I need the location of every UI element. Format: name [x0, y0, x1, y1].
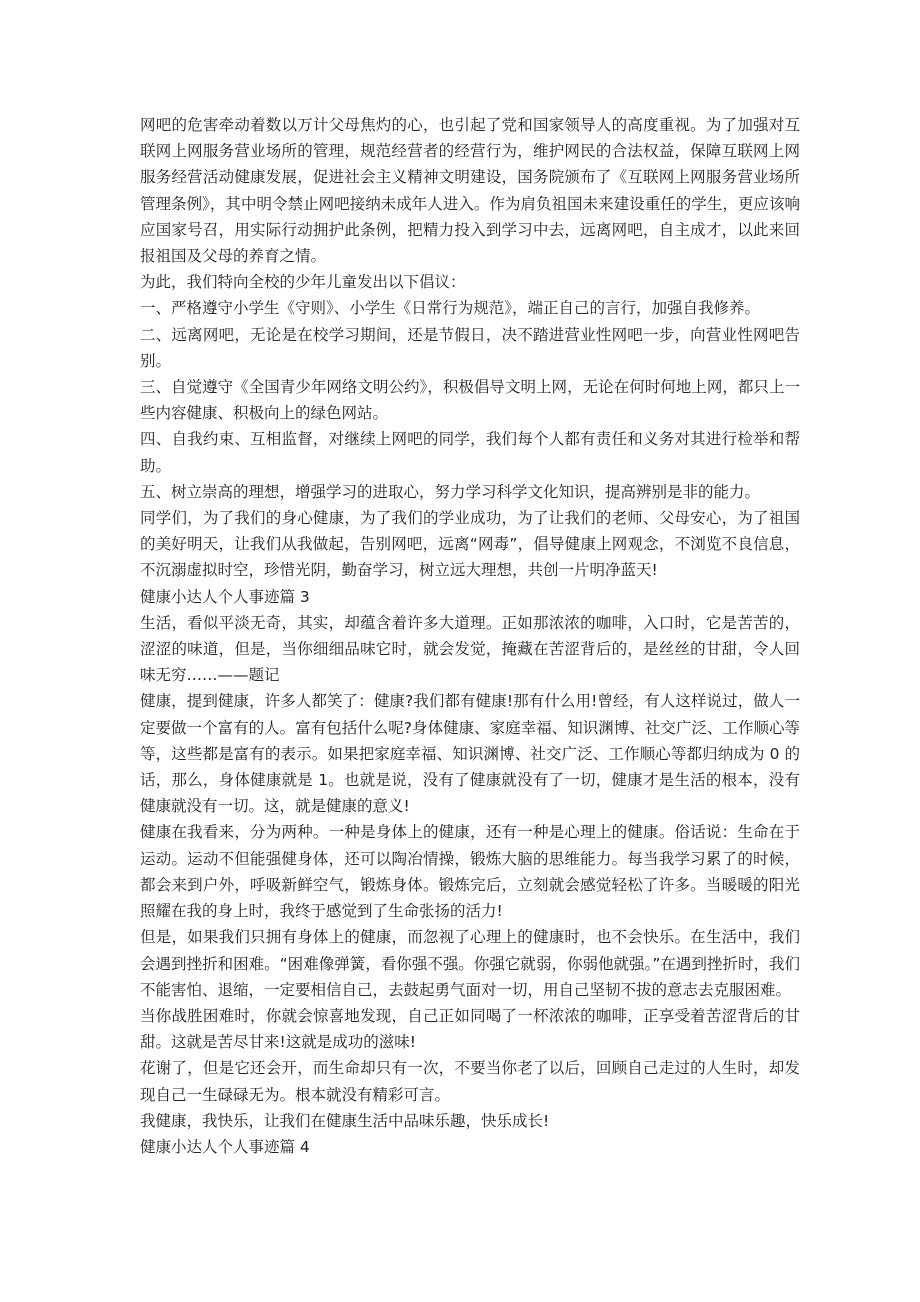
proposal-item-4: 四、自我约束、互相监督，对继续上网吧的同学，我们每个人都有责任和义务对其进行检举和帮助。 — [140, 430, 800, 475]
proposal-item-5: 五、树立崇高的理想，增强学习的进取心，努力学习科学文化知识，提高辨别是非的能力。 — [140, 482, 761, 501]
document-body — [140, 112, 800, 1160]
paragraph-proposal-intro: 为此，我们特向全校的少年儿童发出以下倡议： — [140, 273, 466, 292]
paragraph-call-to-action: 同学们，为了我们的身心健康，为了我们的学业成功，为了让我们的老师、父母安心，为了祖国的美好明天，让我们从我做起，告别网吧，远离“网毒”，倡导健康上网观念，不浏览不良信息，不沉溺虚拟时空，珍惜光阴，勤奋学习，树立远大理想，共创一片明净蓝天! — [140, 509, 800, 580]
proposal-item-3: 三、自觉遵守《全国青少年网络文明公约》，积极倡导文明上网，无论在何时何地上网，都只上一些内容健康、积极向上的绿色网站。 — [140, 378, 800, 423]
paragraph-life-once: 花谢了，但是它还会开，而生命却只有一次，不要当你老了以后，回顾自己走过的人生时，却发现自己一生碌碌无为。根本就没有精彩可言。 — [140, 1059, 800, 1104]
paragraph-internet-cafe-harm: 网吧的危害牵动着数以万计父母焦灼的心，也引起了党和国家领导人的高度重视。为了加强对互联网上网服务营业场所的管理，规范经营者的经营行为，维护网民的合法权益，保障互联网上网服务经营活动健康发展，促进社会主义精神文明建设，国务院颁布了《互联网上网服务营业场所管理条例》，其中明令禁止网吧接纳未成年人进入。作为肩负祖国未来建设重任的学生，更应该响应国家号召，用实际行动拥护此条例，把精力投入到学习中去，远离网吧，自主成才，以此来回报祖国及父母的养育之情。 — [140, 116, 800, 266]
paragraph-closing: 我健康，我快乐，让我们在健康生活中品味乐趣，快乐成长! — [140, 1111, 550, 1130]
paragraph-health-meaning: 健康，提到健康，许多人都笑了：健康?我们都有健康!那有什么用!曾经，有人这样说过，做人一定要做一个富有的人。富有包括什么呢?身体健康、家庭幸福、知识渊博、社交广泛、工作顺心等等，这些都是富有的表示。如果把家庭幸福、知识渊博、社交广泛、工作顺心等都归纳成为 0 的话，那么，身体健康就是 1。也就是说，没有了健康就没有了一切，健康才是生活的根本，没有健康就没有一切。这，就是健康的意义! — [140, 692, 800, 816]
epigraph: 生活，看似平淡无奇，其实，却蕴含着许多大道理。正如那浓浓的咖啡，入口时，它是苦苦的，涩涩的味道，但是，当你细细品味它时，就会发觉，掩藏在苦涩背后的，是丝丝的甘甜，令人回味无穷……——题记 — [140, 613, 800, 685]
paragraph-mental-health: 但是，如果我们只拥有身体上的健康，而忽视了心理上的健康时，也不会快乐。在生活中，我们会遇到挫折和困难。“困难像弹簧，看你强不强。你强它就弱，你弱他就强。”在遇到挫折时，我们不能害怕、退缩，一定要相信自己，去鼓起勇气面对一切，用自己坚韧不拔的意志去克服困难。 — [140, 928, 800, 999]
proposal-item-2: 二、远离网吧，无论是在校学习期间，还是节假日，决不踏进营业性网吧一步，向营业性网吧告别。 — [140, 325, 800, 370]
section-heading-3: 健康小达人个人事迹篇 3 — [140, 587, 310, 606]
section-heading-4: 健康小达人个人事迹篇 4 — [140, 1137, 310, 1156]
paragraph-two-kinds-of-health: 健康在我看来，分为两种。一种是身体上的健康，还有一种是心理上的健康。俗话说：生命在于运动。运动不但能强健身体，还可以陶冶情操，锻炼大脑的思维能力。每当我学习累了的时候，都会来到户外，呼吸新鲜空气，锻炼身体。锻炼完后，立刻就会感觉轻松了许多。当暖暖的阳光照耀在我的身上时，我终于感觉到了生命张扬的活力! — [140, 823, 800, 921]
paragraph-overcoming-difficulty: 当你战胜困难时，你就会惊喜地发现，自己正如同喝了一杯浓浓的咖啡，正享受着苦涩背后的甘甜。这就是苦尽甘来!这就是成功的滋味! — [140, 1006, 800, 1052]
proposal-item-1: 一、严格遵守小学生《守则》、小学生《日常行为规范》，端正自己的言行，加强自我修养。 — [140, 299, 761, 318]
